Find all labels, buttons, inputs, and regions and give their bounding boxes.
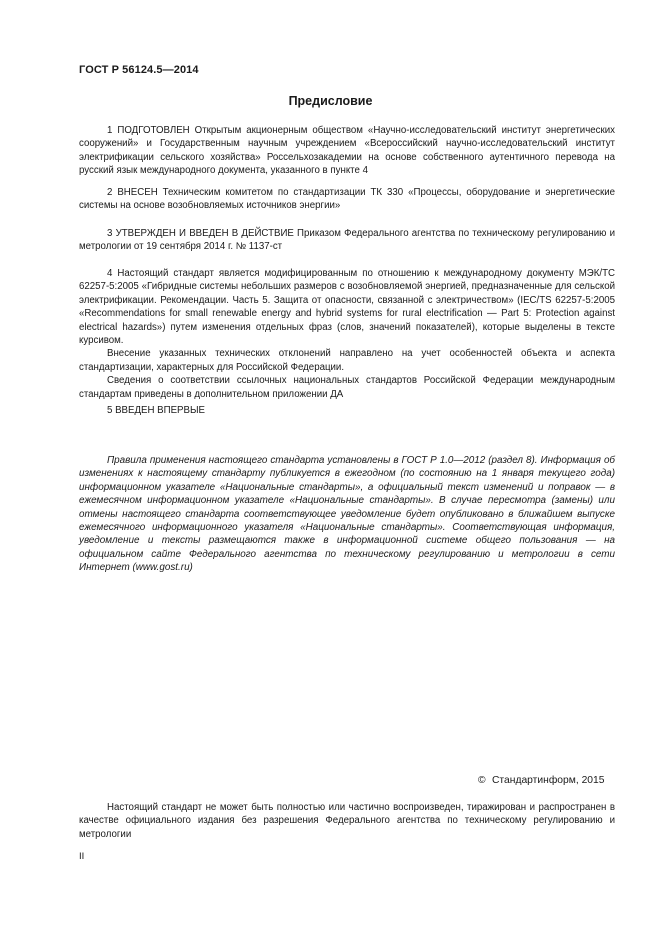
foreword-item-text: 3 УТВЕРЖДЕН И ВВЕДЕН В ДЕЙСТВИЕ Приказом Федерального агентства по техническому регулированию и метрологии от 19 сентября 2014 г. № 1137-ст	[79, 228, 615, 253]
reproduction-notice: Настоящий стандарт не может быть полностью или частично воспроизведен, тиражирован и распространен в качестве официального издания без разрешения Федерального агентства по техническому регулированию и метрологии	[79, 802, 615, 840]
foreword-item-1	[79, 124, 615, 178]
foreword-item-text: 2 ВНЕСЕН Техническим комитетом по стандартизации ТК 330 «Процессы, оборудование и энергетические системы на основе возобновляемых источников энергии»	[79, 187, 615, 212]
foreword-item-2	[79, 186, 615, 213]
foreword-item-4	[79, 267, 615, 401]
copyright-icon: ©	[478, 775, 486, 786]
foreword-item-extra: Сведения о соответствии ссылочных национальных стандартов Российской Федерации международным стандартам приведены в дополнительном приложении ДА	[79, 375, 615, 400]
copyright-line	[478, 775, 604, 786]
foreword-item-5	[79, 404, 615, 417]
foreword-item-text: 4 Настоящий стандарт является модифицированным по отношению к международному документу МЭК/ТС 62257-5:2005 «Гибридные системы небольших размеров с возобновляемой энергией, предназначенные для сельской электрификации. Рекомендации. Часть 5. Защита от опасности, связанной с электричеством» (IEC/TS 62257-5:2005 «Recommendations for small renewable energy and hybrid systems for rural electrification — Part 5: Protection against electrical hazards») путем изменения отдельных фраз (слов, значений показателей), которые выделены в тексте курсивом.	[79, 268, 615, 347]
foreword-item-extra: Внесение указанных технических отклонений направлено на учет особенностей объекта и аспекта стандартизации, характерных для Российской Федерации.	[79, 348, 615, 373]
foreword-item-text: 1 ПОДГОТОВЛЕН Открытым акционерным обществом «Научно-исследовательский институт энергетических сооружений» и Государственным научным учреждением «Всероссийский научно-исследовательский институт электрификации сельского хозяйства» Россельхозакадемии на основе собственного аутентичного перевода на русский язык международного документа, указанного в пункте 4	[79, 125, 615, 177]
application-rules-notice: Правила применения настоящего стандарта установлены в ГОСТ Р 1.0—2012 (раздел 8). Информация об изменениях к настоящему стандарту публикуется в ежегодном (по состоянию на 1 января текущего года) информационном указателе «Национальные стандарты», а официальный текст изменений и поправок — в ежемесячном информационном указателе «Национальные стандарты». В случае пересмотра (замены) или отмены настоящего стандарта соответствующее уведомление будет опубликовано в ближайшем выпуске ежемесячного информационного указателя «Национальные стандарты». Соответствующая информация, уведомление и тексты размещаются также в информационной системе общего пользования — на официальном сайте Федерального агентства по техническому регулированию и метрологии в сети Интернет (www.gost.ru)	[79, 455, 615, 574]
page-title: Предисловие	[288, 94, 373, 108]
foreword-item-3	[79, 227, 615, 254]
foreword-item-text: 5 ВВЕДЕН ВПЕРВЫЕ	[107, 405, 206, 416]
copyright-text: Стандартинформ, 2015	[492, 775, 605, 786]
page-number: II	[79, 851, 85, 862]
document-header-code: ГОСТ Р 56124.5—2014	[79, 64, 199, 76]
